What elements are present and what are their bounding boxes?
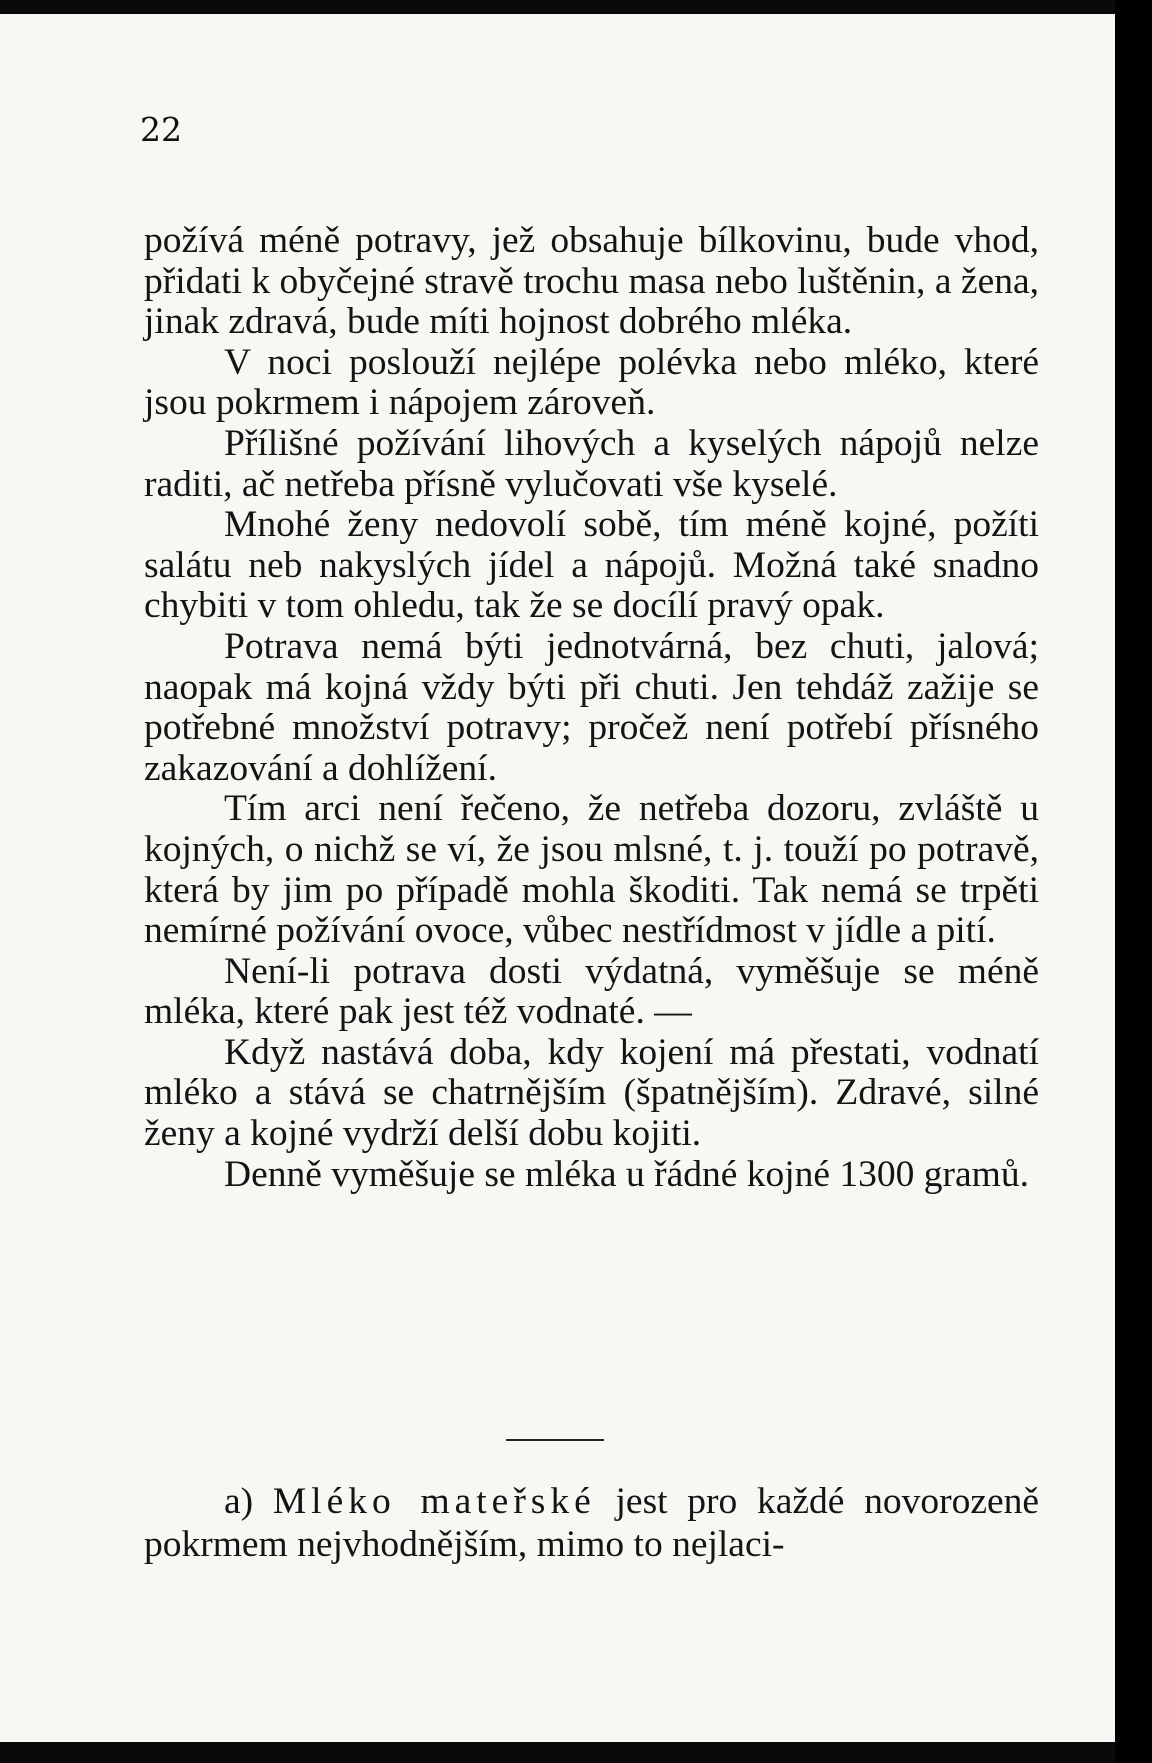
footnote-paragraph [144, 1480, 1039, 1566]
footnote-marker: a) [224, 1481, 254, 1522]
paragraph: V noci poslouží nejlépe polévka nebo mléko, které jsou pokrmem i nápojem zároveň. [144, 341, 1039, 424]
paragraph: Tím arci není řečeno, že netřeba dozoru, zvláště u kojných, o nichž se ví, že jsou mlsné, t. j. touží po potravě, která by jim po případě mohla škoditi. Tak nemá se trpěti nemírné požívání ovoce, vůbec nestřídmost v jídle a pití. [144, 788, 1039, 952]
footnote-text: jest pro každé novorozeně pokrmem nejvhodnějším, mimo to nejlaci- [144, 1481, 1040, 1565]
page-number: 22 [140, 110, 182, 149]
footnote-divider [506, 1439, 604, 1441]
paragraph: požívá méně potravy, jež obsahuje bílkovinu, bude vhod, přidati k obyčejné stravě trochu masa nebo luštěnin, a žena, jinak zdravá, bude míti hojnost dobrého mléka. [144, 220, 1039, 343]
scan-edge [1115, 0, 1152, 1763]
paragraph: Není-li potrava dosti výdatná, vyměšuje se méně mléka, které pak jest též vodnaté. — [144, 950, 1039, 1033]
paragraph: Potrava nemá býti jednotvárná, bez chuti, jalová; naopak má kojná vždy býti při chuti. Jen tehdáž zažije se potřebné množství potravy; pročež není potřebí přísného zakazování a dohlížení. [144, 625, 1039, 789]
footnote [144, 1480, 1039, 1566]
paragraph: Když nastává doba, kdy kojení má přestati, vodnatí mléko a stává se chatrnějším (špatnějším). Zdravé, silné ženy a kojné vydrží delší dobu kojiti. [144, 1031, 1039, 1155]
paragraph: Denně vyměšuje se mléka u řádné kojné 1300 gramů. [224, 1153, 1029, 1195]
paragraph: Mnohé ženy nedovolí sobě, tím méně kojné, požíti salátu neb nakyslých jídel a nápojů. Možná také snadno chybiti v tom ohledu, tak že se docílí pravý opak. [144, 504, 1039, 627]
body-text [144, 221, 1039, 1195]
footnote-emphasis: Mléko mateřské [272, 1481, 596, 1522]
book-page [0, 14, 1115, 1742]
paragraph: Přílišné požívání lihových a kyselých nápojů nelze raditi, ač netřeba přísně vylučovati vše kyselé. [144, 422, 1039, 505]
